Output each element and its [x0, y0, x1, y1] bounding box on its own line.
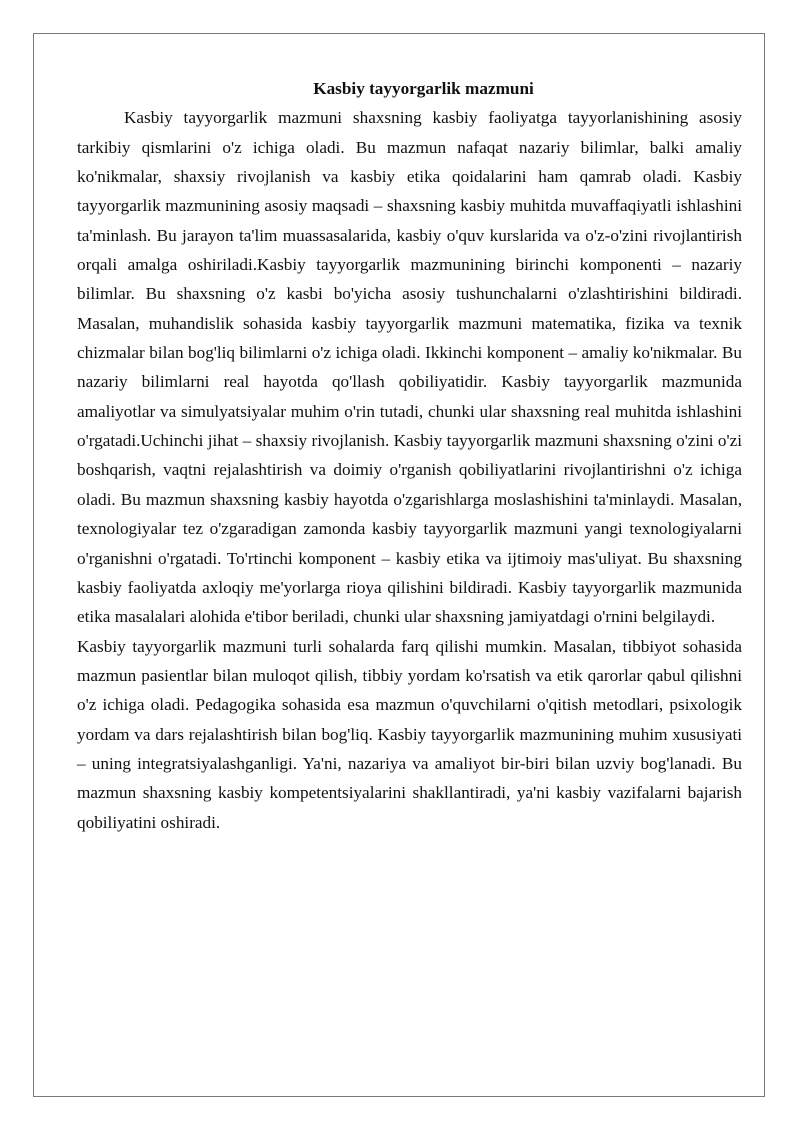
document-title: Kasbiy tayyorgarlik mazmuni	[313, 79, 534, 98]
document-body	[77, 74, 742, 837]
paragraph-1: Kasbiy tayyorgarlik mazmuni shaxsning kasbiy faoliyatga tayyorlanishining asosiy tarkibiy qismlarini o'z ichiga oladi. Bu mazmun nafaqat nazariy bilimlar, balki amaliy ko'nikmalar, shaxsiy rivojlanish va kasbiy etika qoidalarini ham qamrab oladi. Kasbiy tayyorgarlik mazmunining asosiy maqsadi – shaxsning kasbiy muhitda muvaffaqiyatli ishlashini ta'minlash. Bu jarayon ta'lim muassasalarida, kasbiy o'quv kurslarida va o'z-o'zini rivojlantirish orqali amalga oshiriladi.Kasbiy tayyorgarlik mazmunining birinchi komponenti – nazariy bilimlar. Bu shaxsning o'z kasbi bo'yicha asosiy tushunchalarni o'zlashtirishini bildiradi. Masalan, muhandislik sohasida kasbiy tayyorgarlik mazmuni matematika, fizika va texnik chizmalar bilan bog'liq bilimlarni o'z ichiga oladi. Ikkinchi komponent – amaliy ko'nikmalar. Bu nazariy bilimlarni real hayotda qo'llash qobiliyatidir. Kasbiy tayyorgarlik mazmunida amaliyotlar va simulyatsiyalar muhim o'rin tutadi, chunki ular shaxsning real muhitda ishlashini o'rgatadi.Uchinchi jihat – shaxsiy rivojlanish. Kasbiy tayyorgarlik mazmuni shaxsning o'zini o'zi boshqarish, vaqtni rejalashtirish va doimiy o'rganish qobiliyatlarini rivojlantirishni o'z ichiga oladi. Bu mazmun shaxsning kasbiy hayotda o'zgarishlarga moslashishini ta'minlaydi. Masalan, texnologiyalar tez o'zgaradigan zamonda kasbiy tayyorgarlik mazmuni yangi texnologiyalarni o'rganishni o'rgatadi. To'rtinchi komponent – kasbiy etika va ijtimoiy mas'uliyat. Bu shaxsning kasbiy faoliyatda axloqiy me'yorlarga rioya qilishini bildiradi. Kasbiy tayyorgarlik mazmunida etika masalalari alohida e'tibor beriladi, chunki ular shaxsning jamiyatdagi o'rnini belgilaydi.	[77, 108, 742, 627]
paragraph-2: Kasbiy tayyorgarlik mazmuni turli sohalarda farq qilishi mumkin. Masalan, tibbiyot sohasida mazmun pasientlar bilan muloqot qilish, tibbiy yordam ko'rsatish va etik qarorlar qabul qilishni o'z ichiga oladi. Pedagogika sohasida esa mazmun o'quvchilarni o'qitish metodlari, psixologik yordam va dars rejalashtirish bilan bog'liq. Kasbiy tayyorgarlik mazmunining muhim xususiyati – uning integratsiyalashganligi. Ya'ni, nazariya va amaliyot bir-biri bilan uzviy bog'lanadi. Bu mazmun shaxsning kasbiy kompetentsiyalarini shakllantiradi, ya'ni kasbiy vazifalarni bajarish qobiliyatini oshiradi.	[77, 636, 742, 832]
